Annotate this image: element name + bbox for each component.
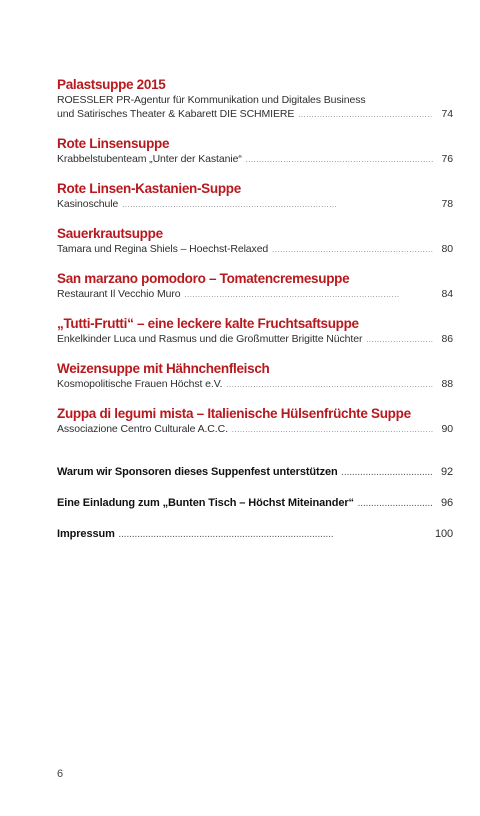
toc-entry [57,180,453,213]
leader-dots [184,287,433,303]
toc-entry-line [57,377,453,393]
toc-entry-line [57,152,453,168]
leader-dots [232,422,433,438]
toc-entry-page: 84 [441,288,453,300]
toc-entry-title: Rote Linsensuppe [57,136,170,151]
toc-entry-title: San marzano pomodoro – Tomatencremesuppe [57,271,350,286]
toc-entry-title: Weizensuppe mit Hähnchenfleisch [57,361,270,376]
toc-entry-contributor: Kasinoschule [57,198,119,210]
toc-entry-line [57,287,453,303]
toc-entry [57,405,453,438]
leader-dots [342,465,433,481]
table-of-contents [57,76,453,558]
toc-entry-page: 80 [441,243,453,255]
back-matter-label: Impressum [57,528,115,540]
leader-dots [246,152,433,168]
toc-entry-title: Zuppa di legumi mista – Italienische Hülsenfrüchte Suppe [57,406,411,421]
back-matter-page: 100 [434,528,453,540]
toc-entry [57,360,453,393]
toc-entry-contributor: Kosmopolitische Frauen Höchst e.V. [57,378,223,390]
toc-entry-page: 86 [441,333,453,345]
toc-entry-contributor: ROESSLER PR-Agentur für Kommunikation und Digitales Business [57,94,366,106]
leader-dots [122,197,433,213]
leader-dots [272,242,433,258]
leader-dots [226,377,433,393]
leader-dots [298,107,433,123]
toc-entry-line [57,197,453,213]
back-matter-item [57,465,453,481]
toc-entry-contributor: Associazione Centro Culturale A.C.C. [57,423,228,435]
toc-entry-page: 90 [441,423,453,435]
back-matter [57,465,453,543]
leader-dots [119,527,429,543]
toc-entry-title: „Tutti-Frutti“ – eine leckere kalte Fruchtsaftsuppe [57,316,359,331]
toc-entry-title: Rote Linsen-Kastanien-Suppe [57,181,241,196]
back-matter-label: Warum wir Sponsoren dieses Suppenfest unterstützen [57,466,338,478]
toc-entry-contributor: Enkelkinder Luca und Rasmus und die Großmutter Brigitte Nüchter [57,333,363,345]
leader-dots [366,332,433,348]
back-matter-page: 96 [440,497,453,509]
toc-entry [57,76,453,123]
toc-entry-contributor: Krabbelstubenteam „Unter der Kastanie“ [57,153,242,165]
back-matter-item [57,527,453,543]
toc-entry-title: Sauerkrautsuppe [57,226,163,241]
toc-entry-line [57,422,453,438]
toc-entry-page: 78 [441,198,453,210]
toc-entry-line [57,107,453,123]
back-matter-label: Eine Einladung zum „Bunten Tisch – Höchst Miteinander“ [57,497,354,509]
back-matter-item [57,496,453,512]
toc-entry-line [57,332,453,348]
toc-entry-contributor: und Satirisches Theater & Kabarett DIE SCHMIERE [57,108,295,120]
toc-entry-contributor: Tamara und Regina Shiels – Hoechst-Relaxed [57,243,269,255]
toc-entry-page: 76 [441,153,453,165]
toc-entry-page: 88 [441,378,453,390]
toc-entry [57,225,453,258]
toc-entry-line [57,242,453,258]
toc-entry [57,135,453,168]
toc-entry [57,270,453,303]
toc-entry-page: 74 [441,108,453,120]
leader-dots [358,496,433,512]
toc-entry-contributor: Restaurant Il Vecchio Muro [57,288,181,300]
back-matter-page: 92 [440,466,453,478]
toc-entry-title: Palastsuppe 2015 [57,77,166,92]
page-number: 6 [57,768,64,780]
toc-entry [57,315,453,348]
